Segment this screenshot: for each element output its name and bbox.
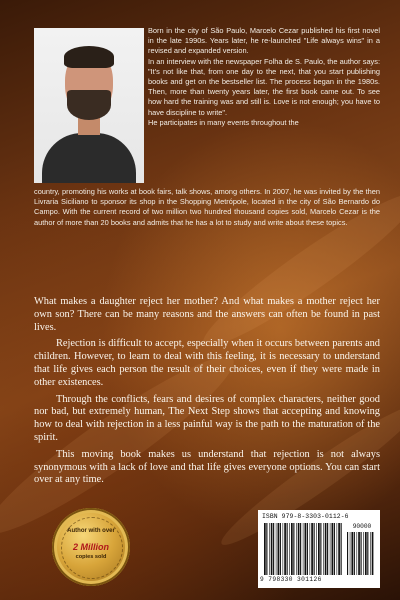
author-photo (34, 28, 144, 183)
barcode-stripe (358, 532, 360, 575)
bio-paragraph: In an interview with the newspaper Folha de S. Paulo, the author says: "It's not like that, from one day to the next, that you start publishing books and get on the bestseller list. The process began in the 1980s. Then, more than twenty years later, the first book came out. To see how hard the training was and still is. Love is not enough; you have to have discipline to write". (148, 56, 380, 117)
barcode-stripe (284, 523, 286, 575)
author-bio-continued: country, promoting his works at book fairs, talk shows, among others. In 2007, he was invited by the then Livraria Siciliano to sponsor its shop in the Shopping Metrópole, located in the city of São Bernardo do Campo. With the current record of two million two hundred thousand copies sold, Marcelo Cezar is the author of more than 20 books and admits that he has a lot to study and write about these topics. (34, 187, 380, 227)
barcode-stripe (361, 532, 362, 575)
barcode-stripe (357, 532, 358, 575)
seal-line-3: copies sold (75, 554, 107, 560)
barcode-number: 9 798330 301126 (260, 576, 322, 583)
isbn-text: ISBN 979-8-3303-0112-6 (262, 513, 349, 520)
blurb-paragraph: Rejection is difficult to accept, especially when it occurs between parents and children. However, to learn to deal with this feeling, it is necessary to understand that life gives each person the result of their choices, even if they were made in other existences. (34, 338, 380, 388)
barcode-stripe (323, 523, 324, 575)
sales-seal (52, 508, 130, 586)
barcode-stripe (350, 532, 351, 575)
barcode-stripe (363, 532, 364, 575)
barcode-stripe (289, 523, 290, 575)
barcode-stripe (332, 523, 334, 575)
barcode-stripe (266, 523, 267, 575)
barcode-stripe (318, 523, 320, 575)
barcode-bars (264, 523, 344, 575)
barcode-stripe (296, 523, 297, 575)
barcode-stripe (271, 523, 273, 575)
barcode-stripe (273, 523, 274, 575)
blurb-paragraph: Through the conflicts, fears and desires of complex characters, neither good nor bad, but extremely human, The Next Step shows that accepting and knowing how to deal with rejection in a less painful way is the path to the maturation of the spirit. (34, 393, 380, 443)
barcode-stripe (300, 523, 301, 575)
barcode-stripe (347, 532, 348, 575)
barcode-stripe (314, 523, 315, 575)
barcode-stripe (291, 523, 293, 575)
author-shirt (42, 133, 136, 183)
barcode-stripe (293, 523, 294, 575)
author-bio (148, 26, 380, 128)
barcode-stripe (370, 532, 371, 575)
barcode-stripe (334, 523, 335, 575)
barcode-stripe (351, 532, 353, 575)
barcode-stripe (287, 523, 288, 575)
barcode-stripe (278, 523, 280, 575)
barcode-stripe (303, 523, 304, 575)
barcode-stripe (316, 523, 317, 575)
barcode-addon: 90000 (352, 523, 372, 530)
barcode-stripe (338, 523, 340, 575)
barcode-stripe (311, 523, 313, 575)
barcode-stripe (365, 532, 367, 575)
barcode-stripe (337, 523, 338, 575)
seal-line-1: Author with over (67, 528, 115, 534)
author-beard (67, 90, 111, 120)
barcode-stripe (330, 523, 331, 575)
barcode-stripe (276, 523, 277, 575)
barcode-stripe (269, 523, 270, 575)
blurb-paragraph: This moving book makes us understand that rejection is not always synonymous with a lack of love and that life gives everyone options. You can start over at any time. (34, 448, 380, 486)
barcode-stripe (341, 523, 342, 575)
barcode (258, 510, 380, 588)
bio-paragraph: Born in the city of São Paulo, Marcelo Cezar published his first novel in the late 1990s. Years later, he re-launched "Life always wins" in a revised and expanded version. (148, 26, 380, 56)
barcode-stripe (280, 523, 281, 575)
barcode-addon-bars (347, 532, 375, 575)
blurb-paragraph: What makes a daughter reject her mother? And what makes a mother reject her own son? There can be many reasons and the answers can often be found in past lives. (34, 296, 380, 333)
barcode-stripe (320, 523, 321, 575)
barcode-stripe (325, 523, 327, 575)
barcode-stripe (310, 523, 311, 575)
barcode-stripe (283, 523, 284, 575)
barcode-stripe (305, 523, 307, 575)
barcode-stripe (367, 532, 368, 575)
barcode-stripe (327, 523, 328, 575)
barcode-stripe (372, 532, 374, 575)
book-blurb (34, 296, 380, 491)
seal-line-2: 2 Million (73, 542, 109, 552)
bio-paragraph: He participates in many events throughout the (148, 117, 299, 127)
barcode-stripe (354, 532, 355, 575)
barcode-stripe (264, 523, 266, 575)
barcode-stripe (298, 523, 300, 575)
barcode-stripe (307, 523, 308, 575)
author-hair (64, 46, 114, 68)
